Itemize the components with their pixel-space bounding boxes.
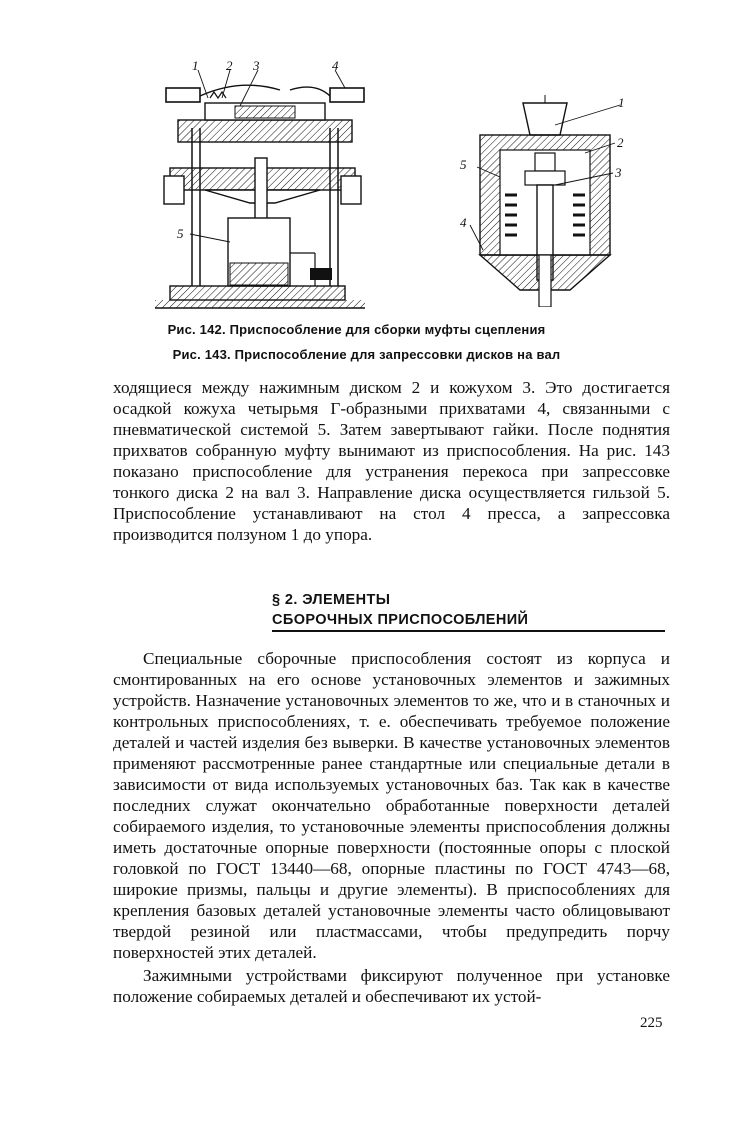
fig142-callout-2: 2 [226,58,233,73]
page-number: 225 [640,1015,663,1031]
body-paragraph-1: ходящиеся между нажимным диском 2 и кожухом 3. Это достигается осадкой кожуха четырьмя Г-образными прихватами 4, связанными с пневматической системой 5. Затем завертывают гайки. После поднятия прихватов собранную муфту вынимают из приспособления. На рис. 143 показано приспособление для устранения перекоса при запрессовке тонкого диска 2 на вал 3. Направление диска осуществляется гильзой 5. Приспособление устанавливают на стол 4 пресса, а запрессовка производится ползуном 1 до упора. [113,378,670,544]
figure-142-drawing [150,58,375,320]
figure-142-caption: Рис. 142. Приспособление для сборки муфты сцепления [167,322,546,337]
fig143-callout-2: 2 [617,135,624,150]
fig142-callout-3: 3 [253,58,260,73]
fig143-callout-4: 4 [460,215,467,230]
fig143-callout-3: 3 [615,165,622,180]
fig142-callout-5: 5 [177,226,184,241]
fig142-callout-1: 1 [192,58,199,73]
section-heading [272,590,665,630]
fig142-callout-4: 4 [332,58,339,73]
body-paragraph-2: Специальные сборочные приспособления состоят из корпуса и смонтированных на его основе установочных элементов и зажимных устройств. Назначение установочных элементов то же, что и в станочных и контрольных приспособлениях, т. е. обеспечивать требуемое положение деталей и частей изделия без выверки. В качестве установочных элементов применяют рассмотренные ранее стандартные или специальные детали в зависимости от вида используемых установочных баз. Так как в качестве последних служат окончательно обработанные поверхности деталей собираемого изделия, то установочные элементы приспособления должны иметь достаточные опорные поверхности (постоянные опоры с плоской головкой по ГОСТ 13440—68, опорные пластины по ГОСТ 4743—68, широкие призмы, пальцы и другие элементы). В приспособлениях для крепления базовых деталей установочные элементы часто облицовывают твердой резиной или пластмассами, чтобы предупредить порчу поверхностей этих деталей. [113,649,670,962]
fig143-callout-5: 5 [460,157,467,172]
heading-rule [272,630,665,632]
section-heading-line-2: СБОРОЧНЫХ ПРИСПОСОБЛЕНИЙ [272,612,529,628]
fig143-callout-1: 1 [618,95,625,110]
figure-143-caption: Рис. 143. Приспособление для запрессовки дисков на вал [172,347,561,362]
section-heading-line-1: § 2. ЭЛЕМЕНТЫ [272,592,391,608]
figure-143-drawing [455,95,640,307]
body-paragraph-3: Зажимными устройствами фиксируют полученное при установке положение собираемых деталей и обеспечивают их устой- [113,966,670,1006]
